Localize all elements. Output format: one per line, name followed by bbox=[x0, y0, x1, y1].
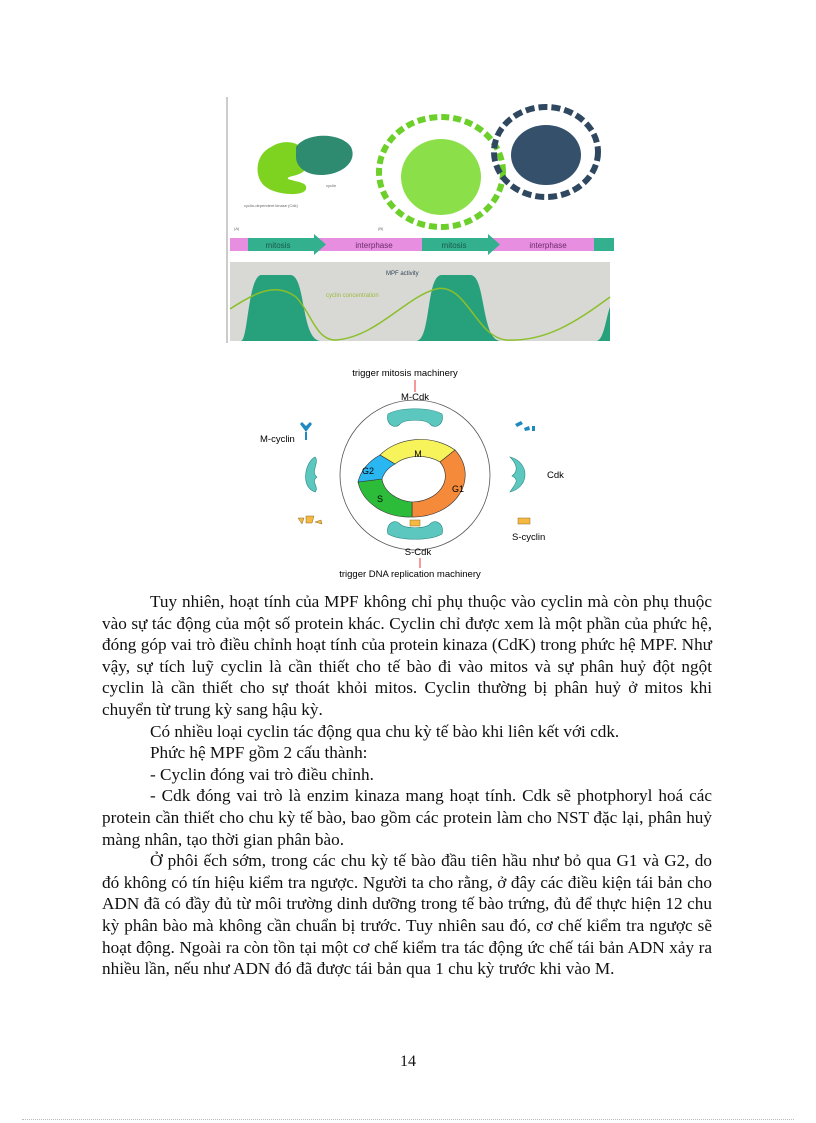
list-item: - Cdk đóng vai trò là enzim kinaza mang hoạt tính. Cdk sẽ photphoryl hoá các protein cần thiết cho chu kỳ tế bào, bao gồm các protein làm cho NST đặc lại, phân huỷ màng nhân, tạo thời gian phân bào. bbox=[102, 786, 712, 849]
phase-label: mitosis bbox=[265, 241, 291, 250]
phase-label: mitosis bbox=[441, 241, 467, 250]
phase-ring bbox=[358, 439, 465, 517]
cyclin-cdk-figure bbox=[226, 97, 616, 343]
m-cdk-complex-icon bbox=[387, 409, 442, 427]
list-item: - Cyclin đóng vai trò điều chỉnh. bbox=[150, 764, 374, 784]
m-cyclin-icon bbox=[300, 422, 312, 440]
cyclin-label: cyclin bbox=[326, 183, 337, 188]
phase-g2-label: G2 bbox=[361, 466, 375, 476]
cdk-right-icon bbox=[510, 457, 525, 492]
phase-m-label: M bbox=[414, 449, 422, 459]
phase-label: interphase bbox=[355, 241, 393, 250]
cyclin-concentration-label: cyclin concentration bbox=[326, 293, 379, 299]
m-cdk-label: M-Cdk bbox=[401, 392, 429, 403]
degraded-s-cyclin-icon bbox=[298, 516, 322, 524]
cdk-label: cyclin-dependent kinase (Cdk) bbox=[244, 203, 298, 208]
panel-a-label: (A) bbox=[234, 226, 240, 231]
cdk-left-icon bbox=[306, 457, 317, 492]
phase-s-label: S bbox=[376, 494, 384, 504]
s-cyclin-icon bbox=[518, 518, 530, 524]
paragraph: Tuy nhiên, hoạt tính của MPF không chỉ phụ thuộc vào cyclin mà còn phụ thuộc vào sự tác động của một số protein khác. Cyclin chỉ được xem là một phần của phức hệ, đóng góp vai trò điều chỉnh hoạt tính của protein kinaza (CdK) trong phức hệ MPF. Như vậy, sự tích luỹ cyclin là cần thiết cho tế bào đi vào mitos và sự phân huỷ đột ngột cyclin là cần thiết cho sự thoát khỏi mitos. Cyclin thường bị phân huỷ ở mitos khi chuyển từ trung kỳ sang hậu kỳ. bbox=[102, 592, 712, 719]
paragraph: Ở phôi ếch sớm, trong các chu kỳ tế bào đầu tiên hầu như bỏ qua G1 và G2, do đó không có tín hiệu kiểm tra ngược. Người ta cho rằng, ở đây các điều kiện tái bản cho ADN đã có đầy đủ từ môi trường dinh dưỡng trong tế bào trứng, đủ để thực hiện 12 chu kỳ phân bào mà không cần chuẩn bị trước. Tuy nhiên sau đó, cơ chế kiểm tra ngược sẽ hoạt động. Ngoài ra còn tồn tại một cơ chế kiểm tra tác động ức chế tái bản ADN xảy ra nhiều lần, nếu như ADN đó đã được tái bản qua 1 chu kỳ trước khi vào M. bbox=[102, 851, 712, 979]
mpf-activity-label: MPF activity bbox=[386, 271, 419, 277]
degraded-m-cyclin-icon bbox=[515, 421, 535, 431]
phase-label: interphase bbox=[529, 241, 567, 250]
panel-b-label: (B) bbox=[378, 226, 384, 231]
paragraph: Có nhiều loại cyclin tác động qua chu kỳ tế bào khi liên kết với cdk. bbox=[150, 721, 620, 741]
s-cdk-label: S-Cdk bbox=[404, 547, 432, 558]
page-border bbox=[22, 1119, 794, 1120]
cdk-label: Cdk bbox=[547, 470, 564, 481]
body-text bbox=[102, 591, 712, 980]
cell-cycle-diagram bbox=[240, 362, 580, 584]
paragraph: Phức hệ MPF gồm 2 cấu thành: bbox=[150, 743, 368, 763]
trigger-mitosis-label: trigger mitosis machinery bbox=[352, 368, 458, 379]
page-number: 14 bbox=[400, 1053, 416, 1070]
trigger-dna-replication-label: trigger DNA replication machinery bbox=[339, 569, 481, 580]
m-cyclin-label: M-cyclin bbox=[260, 434, 295, 445]
phase-g1-label: G1 bbox=[451, 484, 465, 494]
s-cyclin-label: S-cyclin bbox=[512, 532, 546, 543]
